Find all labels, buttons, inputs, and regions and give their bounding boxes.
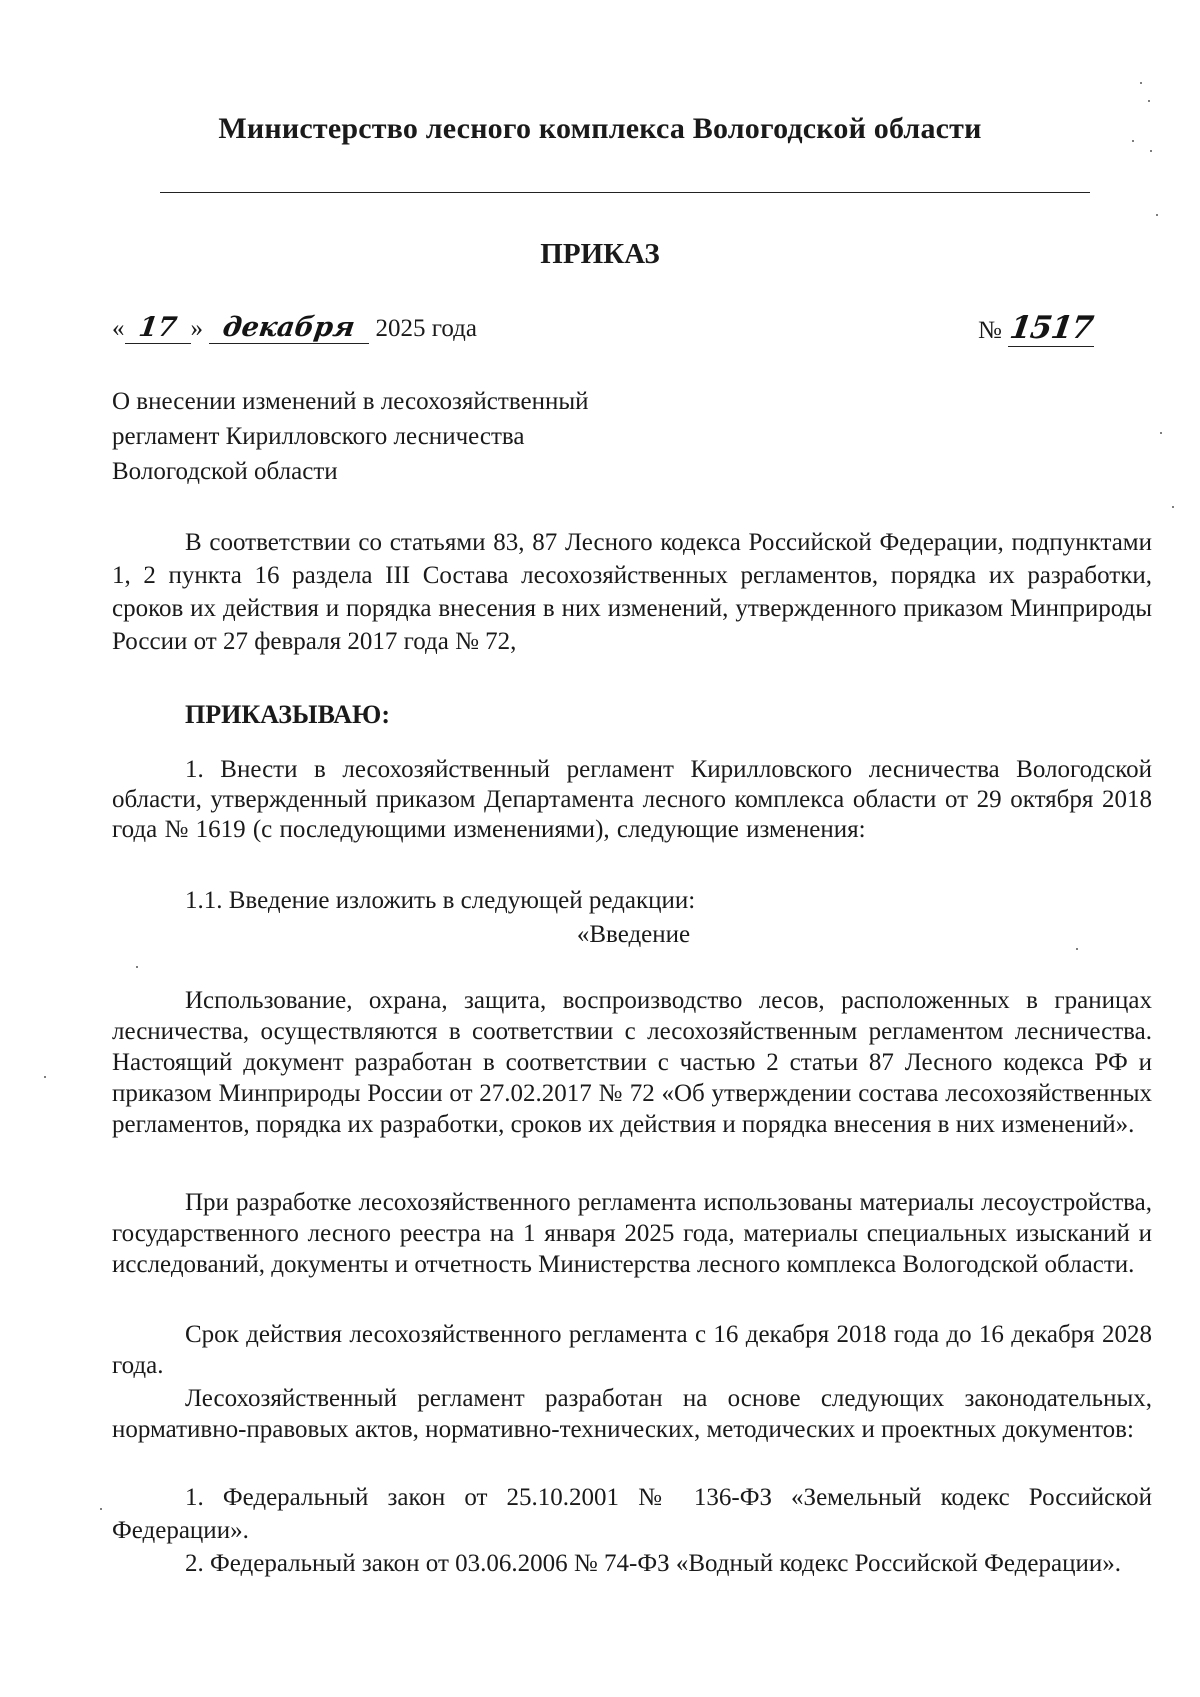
intro-paragraph-2: При разработке лесохозяйственного регламента использованы материалы лесоустройства, государственного лесного реестра на 1 января 2025 года, материалы специальных изысканий и исследований, документы и отчетность Министерства лесного комплекса Вологодской области. xyxy=(112,1189,1152,1278)
number-sign: № xyxy=(978,317,1002,344)
date-close-quote: » xyxy=(190,315,203,342)
date-month-handwritten: декабря xyxy=(221,312,358,343)
subject-line-3: Вологодской области xyxy=(112,458,338,485)
scan-speck xyxy=(44,1076,46,1078)
scan-speck xyxy=(1150,150,1152,152)
order-date xyxy=(112,312,477,344)
scan-speck xyxy=(1140,82,1142,84)
date-month-field xyxy=(209,312,369,344)
law-item-1: 1. Федеральный закон от 25.10.2001 № 136-ФЗ «Земельный кодекс Российской Федерации». xyxy=(112,1484,1152,1544)
item-1-paragraph: 1. Внести в лесохозяйственный регламент Кирилловского лесничества Вологодской области, утвержденный приказом Департамента лесного комплекса области от 29 октября 2018 года № 1619 (с последующими изменениями), следующие изменения: xyxy=(112,756,1152,843)
number-field xyxy=(1008,310,1094,347)
scan-speck xyxy=(100,1508,102,1510)
intro-paragraph-4: Лесохозяйственный регламент разработан на основе следующих законодательных, нормативно-правовых актов, нормативно-технических, методических и проектных документов: xyxy=(112,1385,1152,1443)
introduction-title: «Введение xyxy=(576,921,691,948)
date-open-quote: « xyxy=(112,315,125,342)
order-heading: ПРИКАЗЫВАЮ: xyxy=(185,700,390,729)
subject-line-1: О внесении изменений в лесохозяйственный xyxy=(112,388,589,415)
preamble-paragraph: В соответствии со статьями 83, 87 Лесного кодекса Российской Федерации, подпунктами 1, 2 пункта 16 раздела III Состава лесохозяйственных регламентов, порядка их разработки, сроков их действия и порядка внесения в них изменений, утвержденного приказом Минприроды России от 27 февраля 2017 года № 72, xyxy=(112,529,1152,655)
scan-speck xyxy=(136,966,138,968)
date-day-field xyxy=(125,312,191,344)
law-item-2: 2. Федеральный закон от 03.06.2006 № 74-ФЗ «Водный кодекс Российской Федерации». xyxy=(185,1550,1121,1577)
scan-speck xyxy=(1148,100,1150,102)
scan-speck xyxy=(1172,506,1174,508)
number-handwritten: 1517 xyxy=(1007,310,1095,346)
scan-speck xyxy=(1160,432,1162,434)
header-divider xyxy=(160,192,1090,193)
subject-line-2: регламент Кирилловского лесничества xyxy=(112,423,525,450)
order-subject xyxy=(112,384,672,489)
item-1-1-paragraph: 1.1. Введение изложить в следующей редакции: xyxy=(185,887,696,914)
intro-paragraph-3: Срок действия лесохозяйственного регламента с 16 декабря 2018 года до 16 декабря 2028 года. xyxy=(112,1321,1152,1379)
scan-speck xyxy=(1156,214,1158,216)
date-year: 2025 года xyxy=(375,315,477,342)
ministry-name: Министерство лесного комплекса Вологодской области xyxy=(218,112,982,145)
document-type-title: ПРИКАЗ xyxy=(540,238,660,270)
date-day-handwritten: 17 xyxy=(136,312,179,343)
scan-speck xyxy=(1076,948,1078,950)
intro-paragraph-1: Использование, охрана, защита, воспроизводство лесов, расположенных в границах лесничества, осуществляются в соответствии с лесохозяйственным регламентом лесничества. Настоящий документ разработан в соответствии с частью 2 статьи 87 Лесного кодекса РФ и приказом Минприроды России от 27.02.2017 № 72 «Об утверждении состава лесохозяйственных регламентов, порядка их разработки, сроков их действия и порядка внесения в них изменений». xyxy=(112,987,1152,1138)
order-number xyxy=(978,310,1094,347)
scan-speck xyxy=(1132,140,1134,142)
